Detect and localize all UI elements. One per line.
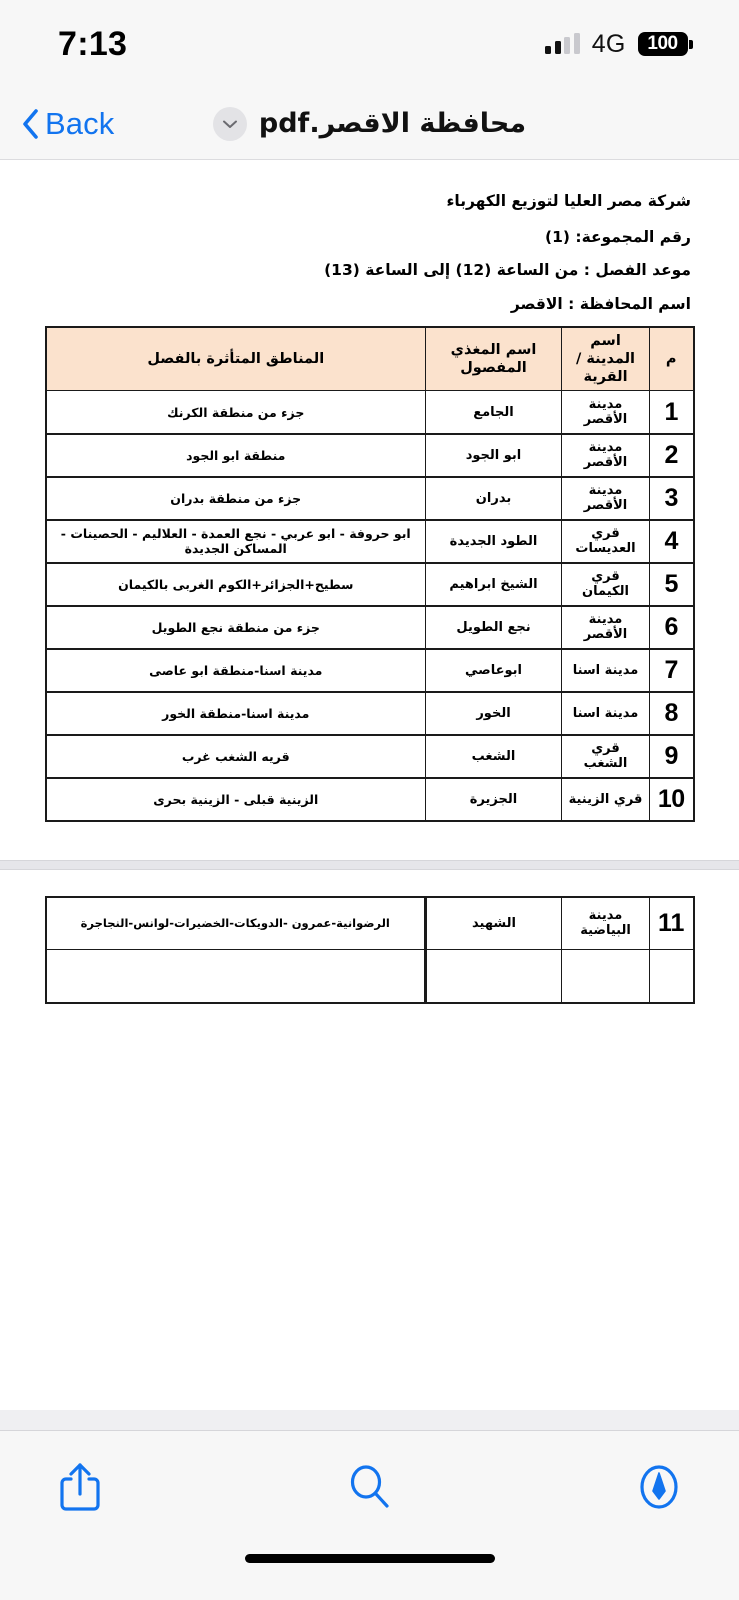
back-button-label: Back — [45, 105, 115, 141]
table-header-row — [46, 327, 694, 391]
cell-areas: مدينة اسنا-منطقة ابو عاصى — [46, 649, 426, 692]
table-row — [46, 434, 694, 477]
table-row — [46, 735, 694, 778]
pdf-scroll-view[interactable] — [0, 160, 739, 1430]
cell-feeder: ابوعاصي — [426, 649, 562, 692]
cell-number — [650, 949, 694, 1003]
cell-feeder: الشهيد — [426, 897, 562, 949]
table-body — [46, 391, 694, 821]
table-row — [46, 391, 694, 434]
share-button[interactable] — [48, 1455, 112, 1519]
table-row — [46, 949, 694, 1003]
status-time: 7:13 — [58, 24, 128, 63]
cell-city: مدينة الأقصر — [562, 606, 650, 649]
cell-feeder: الخور — [426, 692, 562, 735]
cell-city: مدينة اسنا — [562, 692, 650, 735]
status-bar — [0, 0, 739, 88]
cell-feeder: الشغب — [426, 735, 562, 778]
home-indicator[interactable] — [245, 1554, 495, 1563]
cell-feeder: نجع الطويل — [426, 606, 562, 649]
cell-number: 11 — [650, 897, 694, 949]
outage-table-continued — [45, 896, 695, 1004]
cell-areas: منطقة ابو الجود — [46, 434, 426, 477]
markup-button[interactable] — [627, 1455, 691, 1519]
doc-header-line-1: شركة مصر العليا لتوزيع الكهرباء — [446, 192, 691, 210]
navigation-bar — [0, 88, 739, 160]
cell-number: 10 — [650, 778, 694, 821]
cell-number: 3 — [650, 477, 694, 520]
bottom-toolbar — [0, 1430, 739, 1542]
cell-number: 2 — [650, 434, 694, 477]
cell-number: 8 — [650, 692, 694, 735]
cell-number: 4 — [650, 520, 694, 563]
column-header-number: م — [650, 327, 694, 391]
outage-table — [45, 326, 695, 822]
cell-city: مدينة الأقصر — [562, 391, 650, 434]
table-row — [46, 897, 694, 949]
status-indicators — [545, 30, 693, 59]
cell-number: 6 — [650, 606, 694, 649]
cell-city: قري الكيمان — [562, 563, 650, 606]
document-header — [0, 194, 739, 312]
cell-areas — [46, 949, 426, 1003]
column-header-city: اسم المدينة / القرية — [562, 327, 650, 391]
page-separator — [0, 860, 739, 870]
cell-areas: الزينية قبلى - الزينية بحرى — [46, 778, 426, 821]
cell-feeder: الطود الجديدة — [426, 520, 562, 563]
cell-areas: الرضوانية-عمرون -الدويكات-الخضيرات-لوانس-النجاجرة — [46, 897, 426, 949]
cell-areas: جزء من منطقة الكرنك — [46, 391, 426, 434]
markup-pen-icon — [635, 1461, 683, 1513]
pdf-page-2 — [0, 870, 739, 1410]
cell-number: 5 — [650, 563, 694, 606]
cell-areas: ابو حروفة - ابو عربي - نجع العمدة - العلاليم - الحصينات - المساكن الجديدة — [46, 520, 426, 563]
cell-feeder: الشيخ ابراهيم — [426, 563, 562, 606]
table-row — [46, 692, 694, 735]
cell-number: 1 — [650, 391, 694, 434]
table-row — [46, 649, 694, 692]
cell-areas: مدينة اسنا-منطقة الخور — [46, 692, 426, 735]
page-title: محافظة الاقصر.pdf — [258, 108, 527, 139]
cell-city: مدينة البياضية — [562, 897, 650, 949]
cell-city: قري الشغب — [562, 735, 650, 778]
cell-number: 9 — [650, 735, 694, 778]
doc-header-line-2: رقم المجموعة: (1) — [545, 227, 691, 246]
cellular-bars-icon — [545, 34, 580, 54]
cell-number: 7 — [650, 649, 694, 692]
cell-feeder — [426, 949, 562, 1003]
battery-icon — [638, 32, 694, 56]
battery-percent-label: 100 — [638, 32, 688, 56]
search-icon — [346, 1463, 394, 1511]
cell-areas: جزء من منطقة بدران — [46, 477, 426, 520]
cell-city — [562, 949, 650, 1003]
home-indicator-area — [0, 1542, 739, 1600]
cell-areas: قريه الشغب غرب — [46, 735, 426, 778]
cell-feeder: الجزيرة — [426, 778, 562, 821]
search-button[interactable] — [338, 1455, 402, 1519]
cell-city: قري العديسات — [562, 520, 650, 563]
cell-areas: جزء من منطقة نجع الطويل — [46, 606, 426, 649]
pdf-page-1 — [0, 160, 739, 860]
cell-city: مدينة الأقصر — [562, 477, 650, 520]
column-header-feeder: اسم المغذي المفصول — [426, 327, 562, 391]
cell-city: مدينة اسنا — [562, 649, 650, 692]
share-icon — [58, 1461, 102, 1513]
cell-areas: سطيح+الجزائر+الكوم الغربى بالكيمان — [46, 563, 426, 606]
network-type-label: 4G — [591, 29, 626, 58]
doc-header-line-4: اسم المحافظة : الاقصر — [510, 294, 691, 313]
cell-city: مدينة الأقصر — [562, 434, 650, 477]
chevron-down-icon — [222, 119, 238, 129]
table-row — [46, 563, 694, 606]
chevron-left-icon — [22, 109, 39, 139]
document-menu-button[interactable] — [213, 107, 247, 141]
column-header-areas: المناطق المتأثرة بالفصل — [46, 327, 426, 391]
table-row — [46, 778, 694, 821]
cell-feeder: الجامع — [426, 391, 562, 434]
table-row — [46, 520, 694, 563]
table-row — [46, 606, 694, 649]
cell-feeder: ابو الجود — [426, 434, 562, 477]
table-row — [46, 477, 694, 520]
cell-city: قري الزينية — [562, 778, 650, 821]
doc-header-line-3: موعد الفصل : من الساعة (12) إلى الساعة (13) — [324, 261, 691, 279]
back-button[interactable] — [0, 106, 114, 142]
cell-feeder: بدران — [426, 477, 562, 520]
